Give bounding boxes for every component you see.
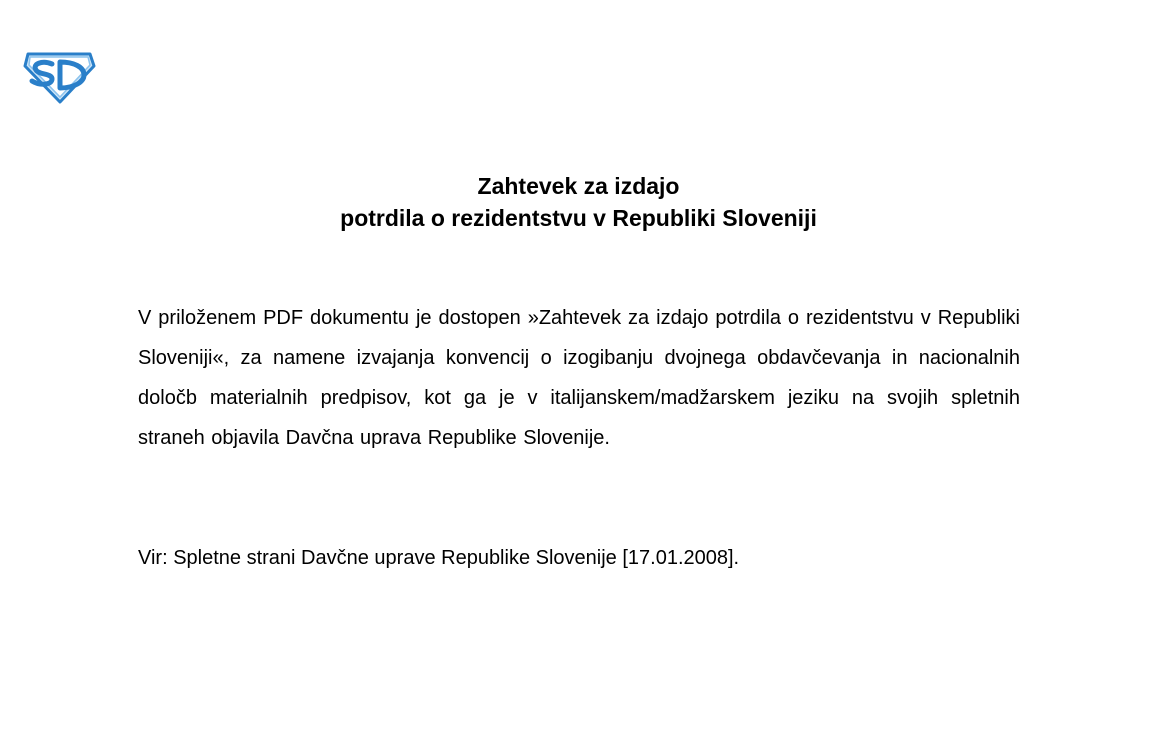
sd-shield-logo-icon [22, 48, 96, 104]
title-line-1: Zahtevek za izdajo [477, 173, 680, 199]
logo-text: SD [22, 48, 24, 49]
document-title [0, 170, 1157, 234]
body-paragraph: V priloženem PDF dokumentu je dostopen »Zahtevek za izdajo potrdila o rezidentstvu v Republiki Sloveniji«, za namene izvajanja konvencij o izogibanju dvojnega obdavčevanja in nacionalnih določb materialnih predpisov, kot ga je v italijanskem/madžarskem jeziku na svojih spletnih straneh objavila Davčna uprava Republike Slovenije. [138, 307, 1020, 449]
title-line-2: potrdila o rezidentstvu v Republiki Sloveniji [340, 205, 817, 231]
source-citation: Vir: Spletne strani Davčne uprave Republike Slovenije [17.01.2008]. [138, 547, 740, 569]
